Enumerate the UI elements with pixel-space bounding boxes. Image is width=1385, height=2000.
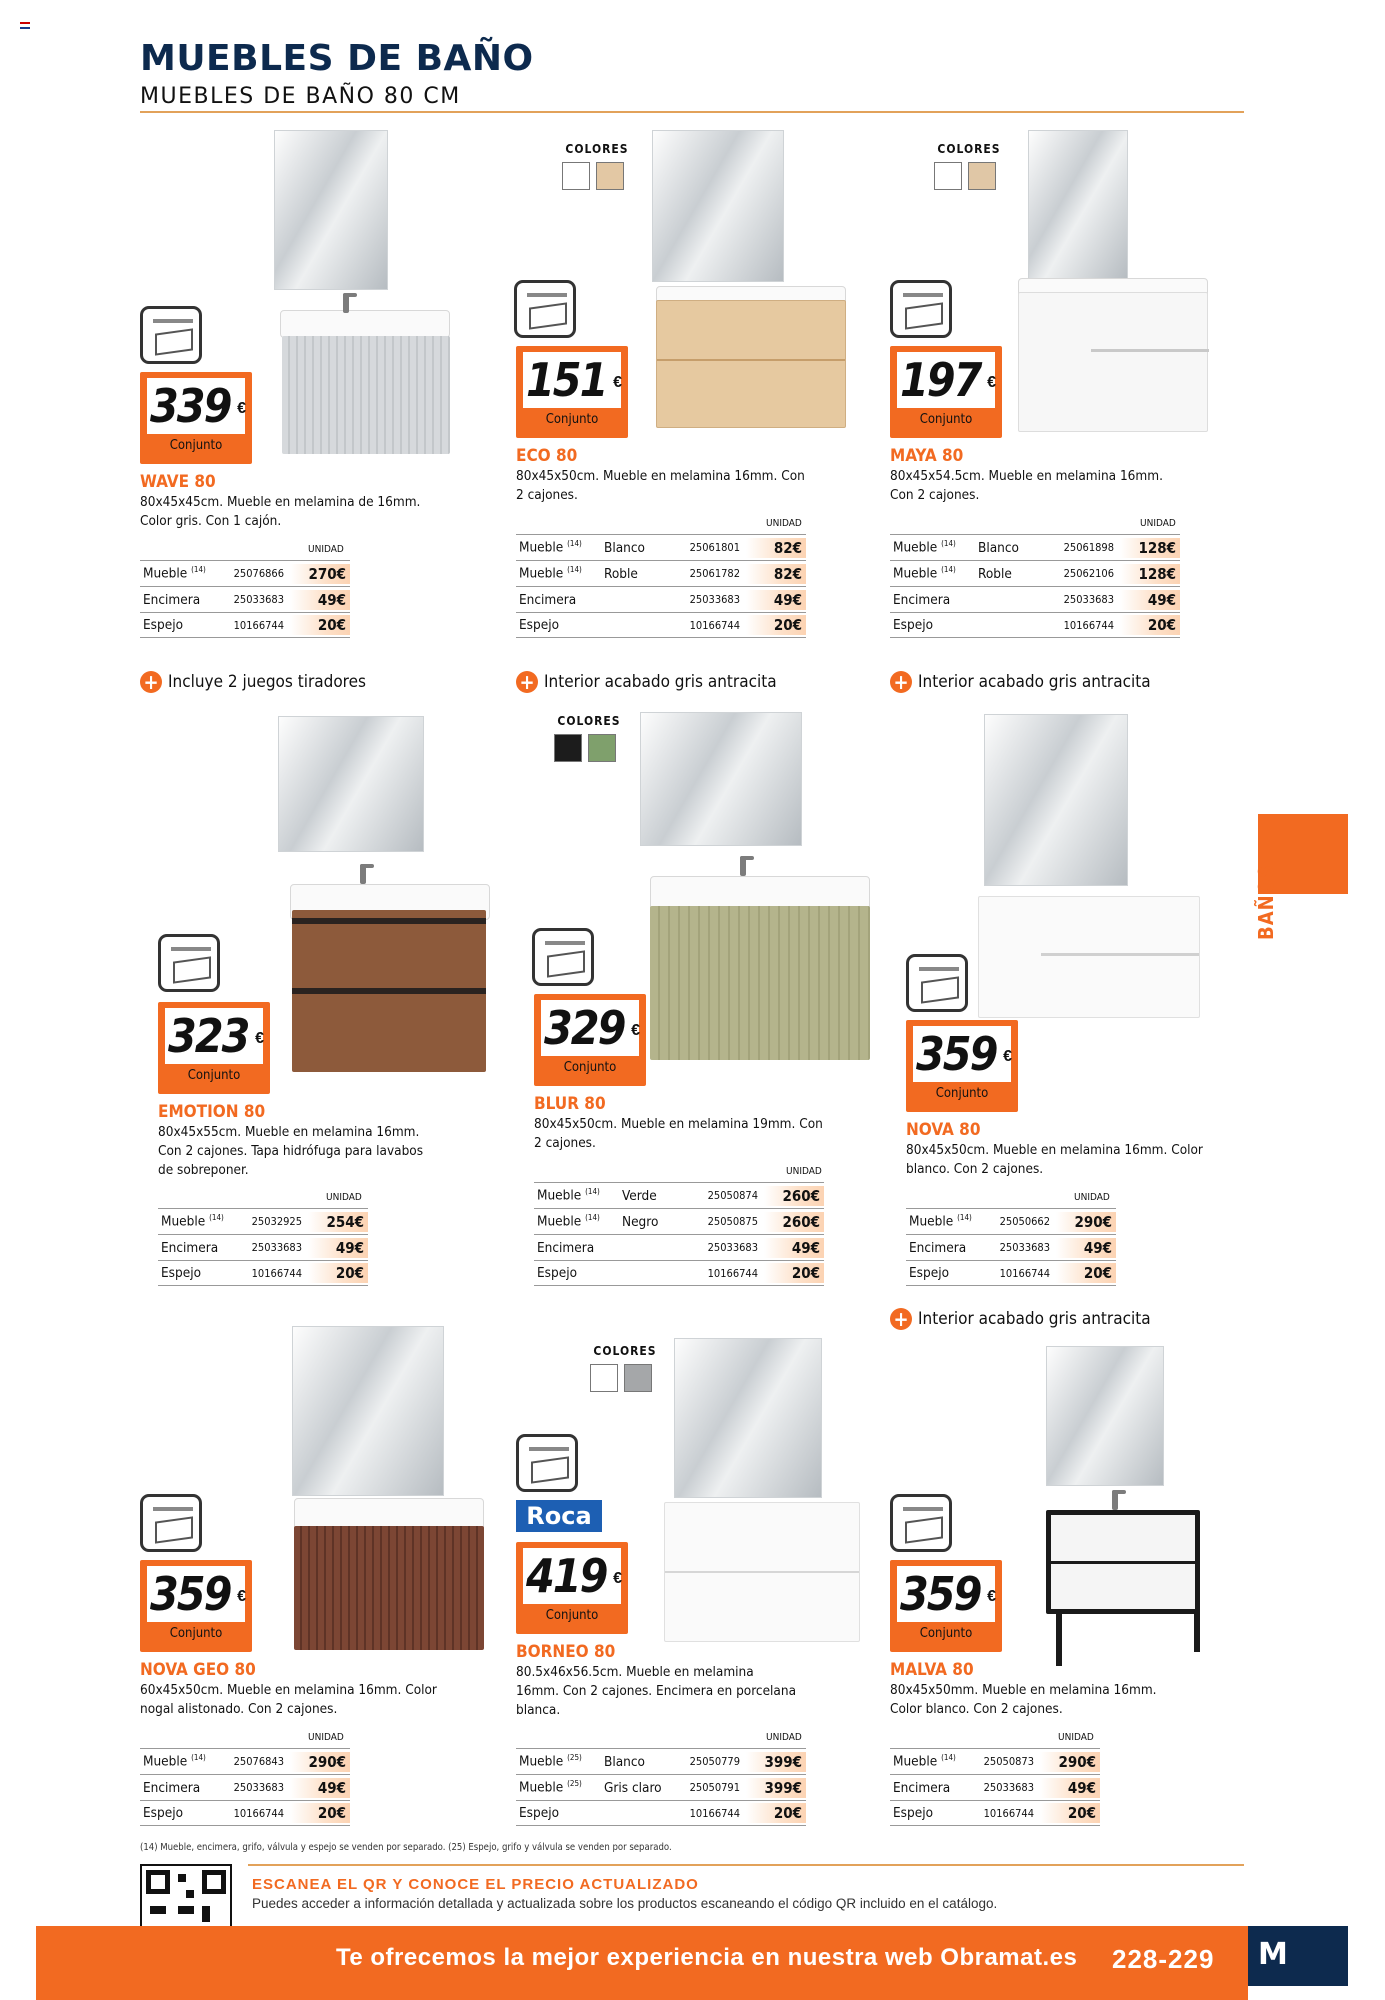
price-value: 359 [900,1567,981,1621]
price-tag [890,346,1002,438]
page-number: 228-229 [1112,1944,1215,1974]
cabinet-image [978,896,1200,1018]
table-row: Espejo 10166744 20€ [516,612,806,638]
feature-note: + Incluye 2 juegos tiradores [140,671,366,693]
product-name: BLUR 80 [534,1094,606,1114]
mirror-image [1028,130,1128,280]
mirror-image [640,712,802,846]
assembled-icon [140,306,202,364]
price-table [158,1208,368,1286]
cabinet-image [664,1502,860,1642]
product-description: 80x45x50mm. Mueble en melamina 16mm. Color blanco. Con 2 cajones. [890,1682,1157,1717]
colors-label: COLORES [593,1344,657,1358]
price-value: 359 [916,1027,997,1081]
section-tab-label: BAÑOS [1254,864,1278,940]
price-tag [906,1020,1018,1112]
color-swatch-oak[interactable] [596,162,624,190]
price-label: Conjunto [919,412,973,427]
feature-note: + Interior acabado gris antracita [890,1308,1151,1330]
price-table [140,1748,350,1826]
price-label: Conjunto [169,1626,223,1641]
table-row: Mueble $^{(14)}$ Roble 25062106 128€ [890,560,1180,586]
assembled-icon [890,1494,952,1552]
cabinet-image [1018,292,1208,432]
unit-header: UNIDAD [308,1732,344,1743]
price-table [534,1182,824,1286]
footnote: (14) Mueble, encimera, grifo, válvula y espejo se venden por separado. (25) Espejo, grifo y válvula se venden por separado. [140,1842,672,1853]
table-row: Espejo 10166744 20€ [516,1800,806,1826]
currency-symbol: € [255,1030,264,1047]
product-name: MAYA 80 [890,446,964,466]
sink-image [280,310,450,338]
price-value: 329 [544,1001,625,1055]
logo-letter: M [1258,1937,1288,1972]
cabinet-leg [1194,1612,1200,1652]
feature-note: + Interior acabado gris antracita [890,671,1151,693]
cabinet-leg [1056,1612,1062,1666]
table-row: Mueble $^{(14)}$ Blanco 25061801 82€ [516,534,806,560]
table-row: Mueble $^{(14)}$ Verde 25050874 260€ [534,1182,824,1208]
cabinet-image [292,910,486,1072]
price-table [516,1748,806,1826]
roca-brand-logo: Roca [516,1500,602,1532]
product-description: 80x45x54.5cm. Mueble en melamina 16mm. Con 2 cajones. [890,468,1163,503]
product-name: EMOTION 80 [158,1102,266,1122]
faucet-icon [360,864,366,884]
unit-header: UNIDAD [1058,1732,1094,1743]
currency-symbol: € [237,1588,246,1605]
table-row: Mueble $^{(14)}$ Negro 25050875 260€ [534,1208,824,1234]
price-value: 151 [526,353,607,407]
footer-website-link[interactable]: Te ofrecemos la mejor experiencia en nuestra web Obramat.es [336,1944,1078,1971]
currency-symbol: € [631,1022,640,1039]
currency-symbol: € [1003,1048,1012,1065]
mirror-image [674,1338,822,1498]
product-name: NOVA 80 [906,1120,981,1140]
product-description: 80x45x45cm. Mueble en melamina de 16mm. Color gris. Con 1 cajón. [140,494,421,529]
table-row: Espejo 10166744 20€ [158,1260,368,1286]
product-description: 80x45x50cm. Mueble en melamina 19mm. Con 2 cajones. [534,1116,823,1151]
price-tag [516,346,628,438]
unit-header: UNIDAD [766,1732,802,1743]
price-value: 339 [150,379,231,433]
color-swatch-white[interactable] [562,162,590,190]
colors-label: COLORES [565,142,629,156]
faucet-icon [343,293,349,313]
cabinet-image [656,300,846,428]
mirror-image [652,130,784,282]
product-description: 80.5x46x56.5cm. Mueble en melamina 16mm. Con 2 cajones. Encimera en porcelana blanca. [516,1664,797,1718]
table-row: Encimera 25033683 49€ [890,1774,1100,1800]
faucet-icon [1112,1490,1118,1510]
unit-header: UNIDAD [786,1166,822,1177]
table-row: Espejo 10166744 20€ [890,1800,1100,1826]
color-options [554,714,624,767]
color-swatch-oak[interactable] [968,162,996,190]
product-description: 60x45x50cm. Mueble en melamina 16mm. Color nogal alistonado. Con 2 cajones. [140,1682,437,1717]
product-description: 80x45x55cm. Mueble en melamina 16mm. Con 2 cajones. Tapa hidrófuga para lavabos de sobreponer. [158,1124,424,1178]
colors-label: COLORES [557,714,621,728]
price-value: 419 [526,1549,607,1603]
assembled-icon [158,934,220,992]
assembled-icon [890,280,952,338]
language-flag-icon[interactable] [20,22,30,29]
table-row: Mueble $^{(14)}$ 25076843 290€ [140,1748,350,1774]
price-tag [140,372,252,464]
table-row: Espejo 10166744 20€ [906,1260,1116,1286]
unit-header: UNIDAD [766,518,802,529]
assembled-icon [514,280,576,338]
plus-icon: + [890,1308,912,1330]
price-tag [516,1542,628,1634]
mirror-image [984,714,1128,886]
plus-icon: + [890,671,912,693]
assembled-icon [140,1494,202,1552]
price-tag [890,1560,1002,1652]
price-table [890,534,1180,638]
price-label: Conjunto [545,1608,599,1623]
table-row: Espejo 10166744 20€ [890,612,1180,638]
product-name: ECO 80 [516,446,578,466]
price-table [516,534,806,638]
plus-icon: + [516,671,538,693]
product-description: 80x45x50cm. Mueble en melamina 16mm. Color blanco. Con 2 cajones. [906,1142,1203,1177]
cabinet-image [650,906,870,1060]
unit-header: UNIDAD [1140,518,1176,529]
price-label: Conjunto [169,438,223,453]
mirror-image [274,130,388,290]
qr-subtitle: Puedes acceder a información detallada y actualizada sobre los productos escaneando el código QR incluido en el catálogo. [252,1896,998,1911]
price-table [140,560,350,638]
header-divider [140,111,1244,113]
unit-header: UNIDAD [326,1192,362,1203]
currency-symbol: € [987,374,996,391]
product-description: 80x45x50cm. Mueble en melamina 16mm. Con 2 cajones. [516,468,805,503]
table-row: Mueble $^{(14)}$ 25050873 290€ [890,1748,1100,1774]
product-name: WAVE 80 [140,472,216,492]
table-row: Mueble $^{(14)}$ 25076866 270€ [140,560,350,586]
price-label: Conjunto [563,1060,617,1075]
product-name: BORNEO 80 [516,1642,616,1662]
currency-symbol: € [613,374,622,391]
color-swatch-green[interactable] [588,734,616,762]
table-row: Espejo 10166744 20€ [534,1260,824,1286]
table-row: Espejo 10166744 20€ [140,1800,350,1826]
price-table [906,1208,1116,1286]
mirror-image [292,1326,444,1496]
cabinet-image [282,336,450,454]
color-swatch-black[interactable] [554,734,582,762]
price-tag [158,1002,270,1094]
price-value: 323 [168,1009,249,1063]
color-options [934,142,1004,195]
faucet-icon [740,856,746,876]
color-options [562,142,632,195]
colors-label: COLORES [937,142,1001,156]
table-row: Mueble $^{(14)}$ 25050662 290€ [906,1208,1116,1234]
table-row: Encimera 25033683 49€ [158,1234,368,1260]
table-row: Mueble $^{(14)}$ 25032925 254€ [158,1208,368,1234]
unit-header: UNIDAD [308,544,344,555]
price-tag [534,994,646,1086]
color-swatch-light-gray[interactable] [624,1364,652,1392]
table-row: Mueble $^{(25)}$ Blanco 25050779 399€ [516,1748,806,1774]
table-row: Espejo 10166744 20€ [140,612,350,638]
table-row: Encimera 25033683 49€ [534,1234,824,1260]
page-title: MUEBLES DE BAÑO [140,38,534,79]
price-table [890,1748,1100,1826]
table-row: Encimera 25033683 49€ [906,1234,1116,1260]
price-label: Conjunto [545,412,599,427]
cabinet-image [1046,1510,1200,1614]
currency-symbol: € [237,400,246,417]
currency-symbol: € [987,1588,996,1605]
price-tag [140,1560,252,1652]
product-name: NOVA GEO 80 [140,1660,256,1680]
table-row: Mueble $^{(25)}$ Gris claro 25050791 399€ [516,1774,806,1800]
plus-icon: + [140,671,162,693]
cabinet-image [294,1526,484,1650]
assembled-icon [906,954,968,1012]
mirror-image [278,716,424,852]
unit-header: UNIDAD [1074,1192,1110,1203]
table-row: Mueble $^{(14)}$ Roble 25061782 82€ [516,560,806,586]
qr-title: ESCANEA EL QR Y CONOCE EL PRECIO ACTUALIZADO [252,1876,699,1893]
table-row: Mueble $^{(14)}$ Blanco 25061898 128€ [890,534,1180,560]
mirror-image [1046,1346,1164,1486]
product-name: MALVA 80 [890,1660,974,1680]
obramat-logo[interactable] [1248,1926,1348,1986]
table-row: Encimera 25033683 49€ [140,1774,350,1800]
table-row: Encimera 25033683 49€ [516,586,806,612]
price-value: 197 [900,353,981,407]
table-row: Encimera 25033683 49€ [890,586,1180,612]
price-label: Conjunto [935,1086,989,1101]
color-options [590,1344,660,1397]
color-swatch-white[interactable] [590,1364,618,1392]
price-label: Conjunto [919,1626,973,1641]
table-row: Encimera 25033683 49€ [140,586,350,612]
price-label: Conjunto [187,1068,241,1083]
assembled-icon [532,928,594,986]
color-swatch-white[interactable] [934,162,962,190]
qr-divider [248,1864,1244,1866]
feature-note: + Interior acabado gris antracita [516,671,777,693]
page-subtitle: MUEBLES DE BAÑO 80 CM [140,84,461,109]
assembled-icon [516,1434,578,1492]
currency-symbol: € [613,1570,622,1587]
price-value: 359 [150,1567,231,1621]
